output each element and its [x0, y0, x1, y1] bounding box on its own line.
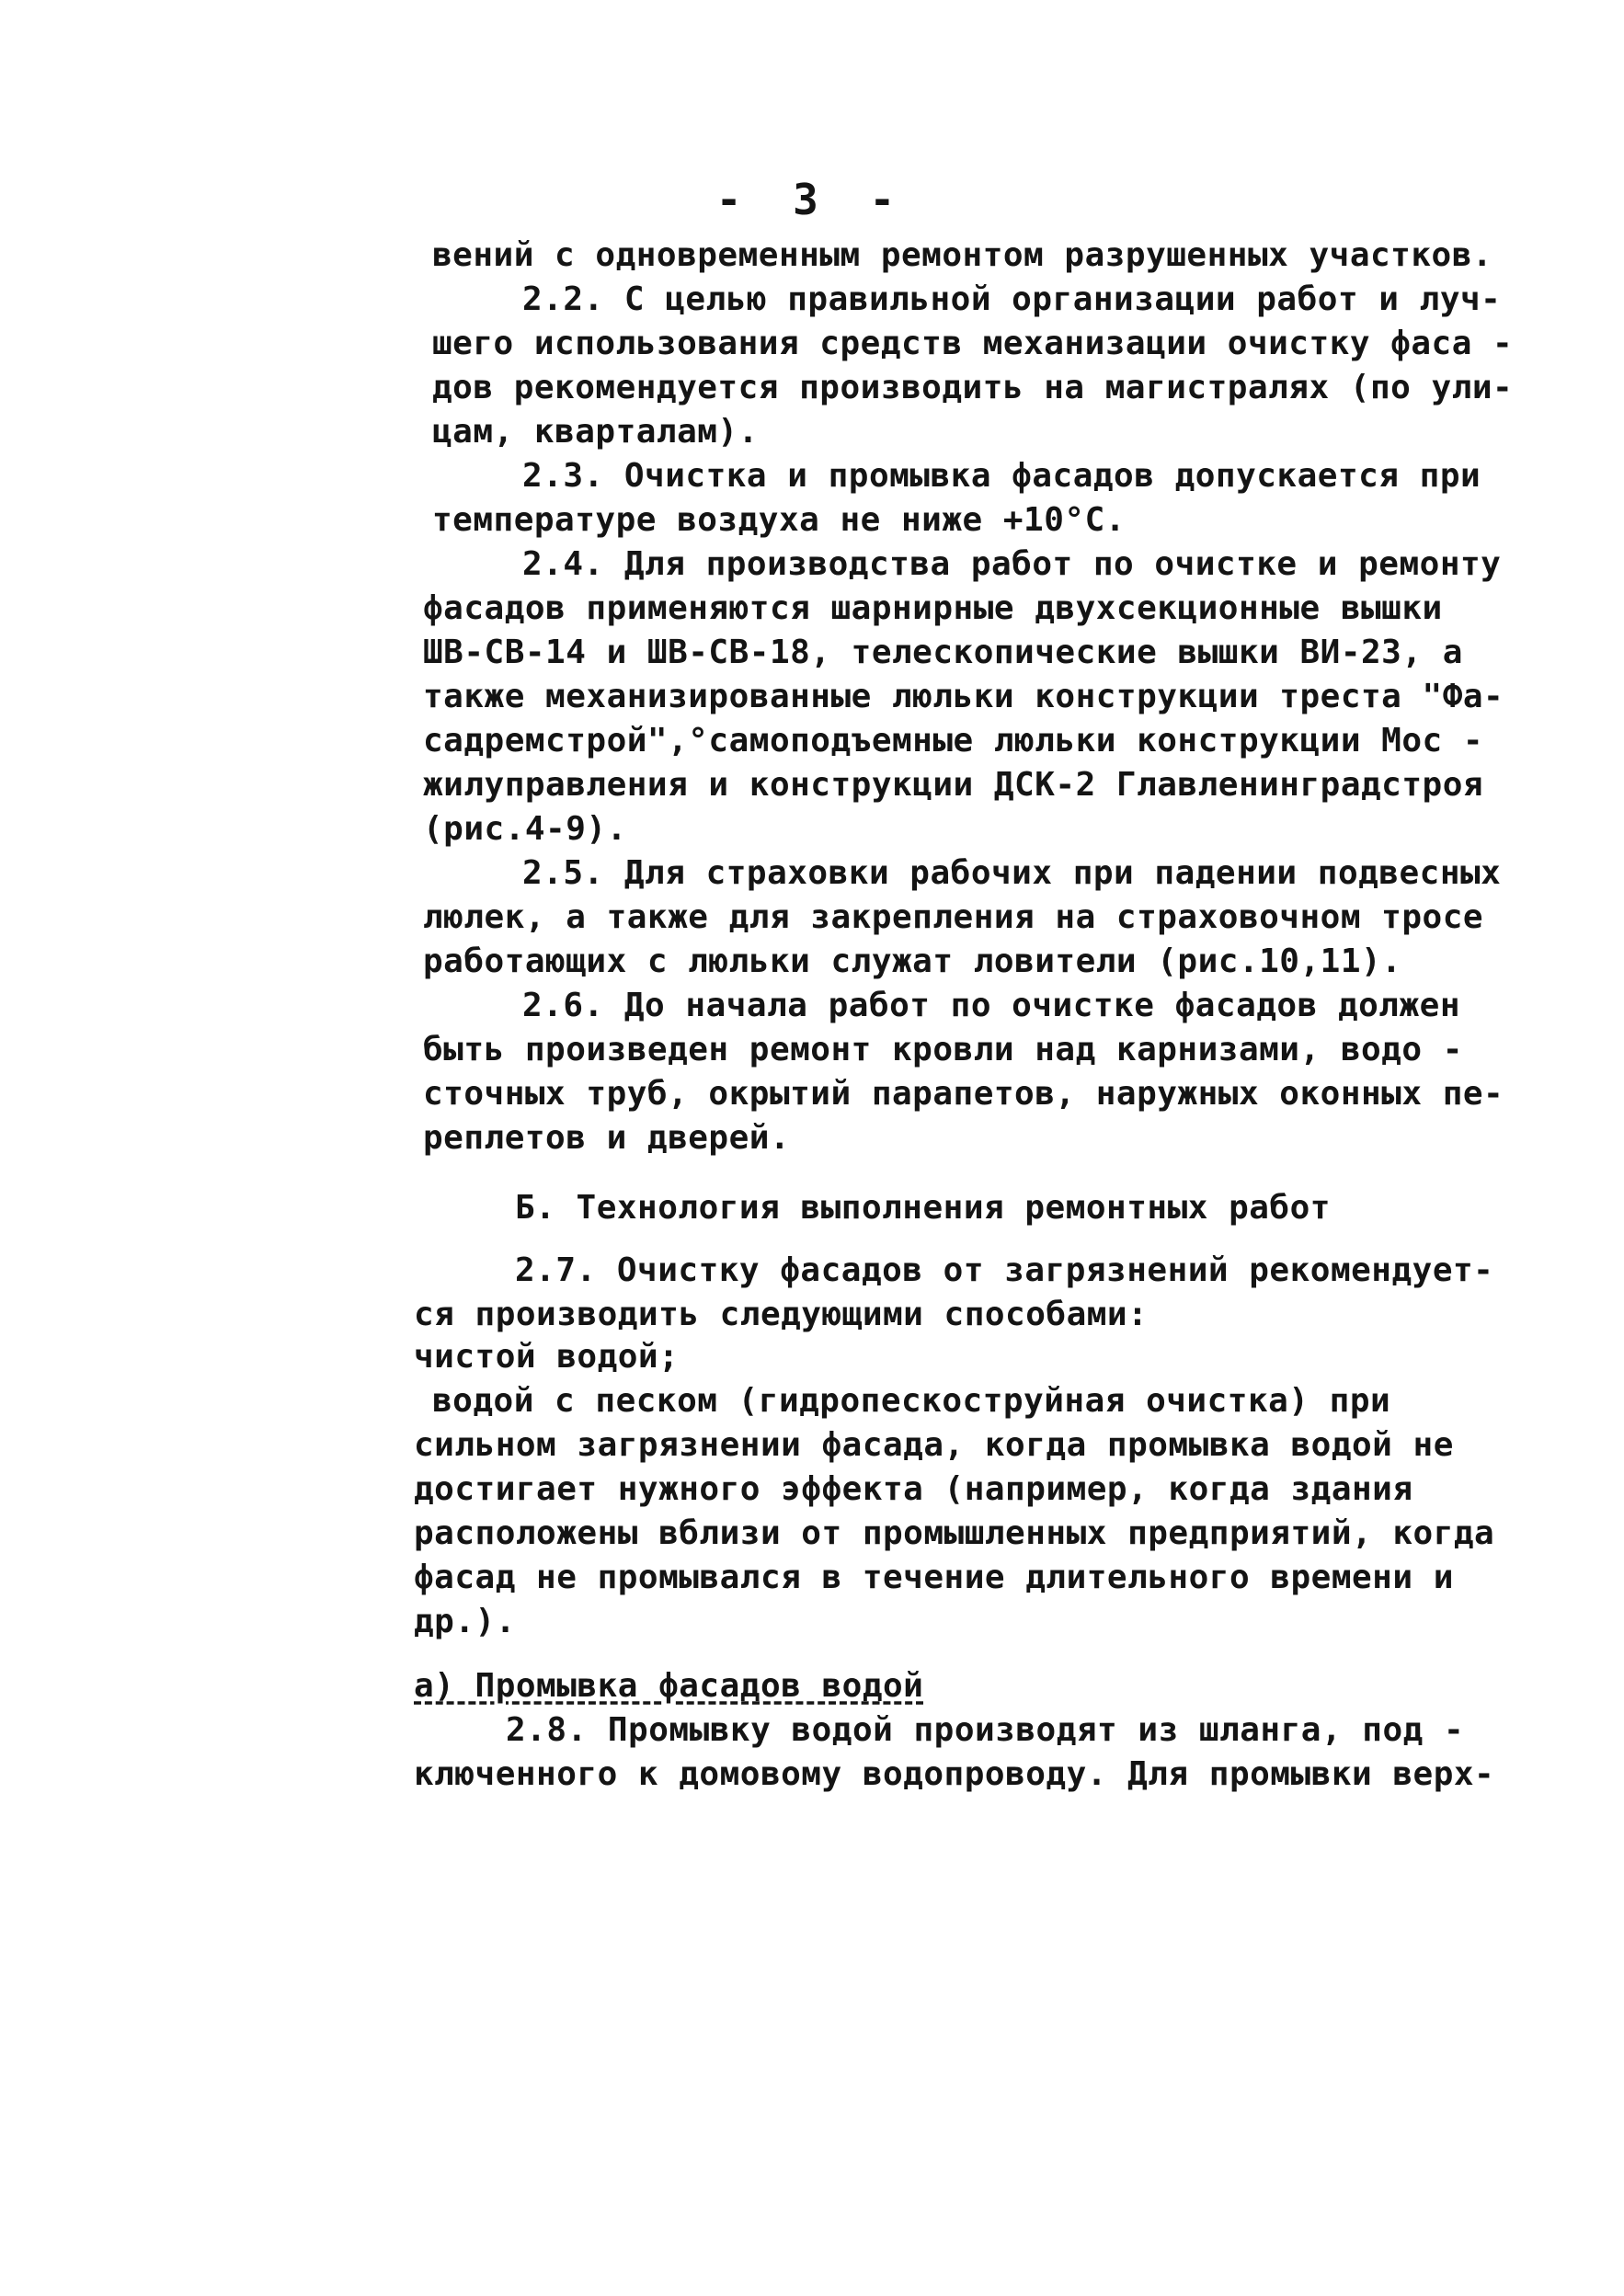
- text-line: достигает нужного эффекта (например, когда здания: [414, 1470, 1413, 1508]
- text-line: 2.4. Для производства работ по очистке и ремонту: [522, 545, 1502, 583]
- text-line: 2.5. Для страховки рабочих при падении подвесных: [522, 854, 1502, 892]
- text-line: сточных труб, окрытий парапетов, наружных оконных пе-: [423, 1075, 1504, 1113]
- page-number: - 3 -: [715, 175, 909, 224]
- text-line: также механизированные люльки конструкции треста "Фа-: [423, 678, 1504, 715]
- text-line: сильном загрязнении фасада, когда промывка водой не: [414, 1426, 1454, 1464]
- text-line: работающих с люльки служат ловители (рис.10,11).: [423, 942, 1402, 980]
- text-line: 2.8. Промывку водой производят из шланга, под -: [506, 1711, 1465, 1749]
- text-line: быть произведен ремонт кровли над карнизами, водо -: [423, 1031, 1463, 1068]
- text-line: ключенного к домовому водопроводу. Для промывки верх-: [414, 1755, 1495, 1793]
- text-line: цам, кварталам).: [432, 413, 759, 451]
- section-heading: Б. Технология выполнения ремонтных работ: [515, 1189, 1331, 1227]
- text-line: 2.2. С целью правильной организации работ и луч-: [522, 280, 1502, 318]
- text-line: реплетов и дверей.: [423, 1119, 791, 1157]
- text-line: дов рекомендуется производить на магистралях (по ули-: [432, 369, 1514, 406]
- subsection-heading: а) Промывка фасадов водой: [414, 1667, 924, 1705]
- text-line: 2.7. Очистку фасадов от загрязнений рекомендует-: [515, 1251, 1494, 1289]
- text-line: фасад не промывался в течение длительного времени и: [414, 1559, 1454, 1596]
- text-line: др.).: [414, 1603, 516, 1640]
- text-line: люлек, а также для закрепления на страховочном тросе: [423, 898, 1484, 936]
- text-line: 2.6. До начала работ по очистке фасадов должен: [522, 987, 1460, 1024]
- text-line: 2.3. Очистка и промывка фасадов допускается при: [522, 457, 1481, 495]
- text-line: расположены вблизи от промышленных предприятий, когда: [414, 1514, 1495, 1552]
- text-line: водой с песком (гидропескоструйная очистка) при: [432, 1382, 1391, 1420]
- text-line: садремстрой",°самоподъемные люльки конструкции Мос -: [423, 722, 1484, 760]
- text-line: фасадов применяются шарнирные двухсекционные вышки: [423, 589, 1443, 627]
- text-line: ся производить следующими способами:: [414, 1296, 1149, 1333]
- text-line: ШВ-СВ-14 и ШВ-СВ-18, телескопические вышки ВИ-23, а: [423, 634, 1463, 671]
- text-line: шего использования средств механизации очистку фаса -: [432, 325, 1514, 362]
- text-line: вений с одновременным ремонтом разрушенных участков.: [432, 236, 1493, 274]
- text-line: жилуправления и конструкции ДСК-2 Главленинградстроя: [423, 766, 1484, 804]
- text-line: (рис.4-9).: [423, 810, 627, 848]
- text-line: температуре воздуха не ниже +10°С.: [432, 501, 1126, 539]
- text-line: чистой водой;: [414, 1338, 680, 1376]
